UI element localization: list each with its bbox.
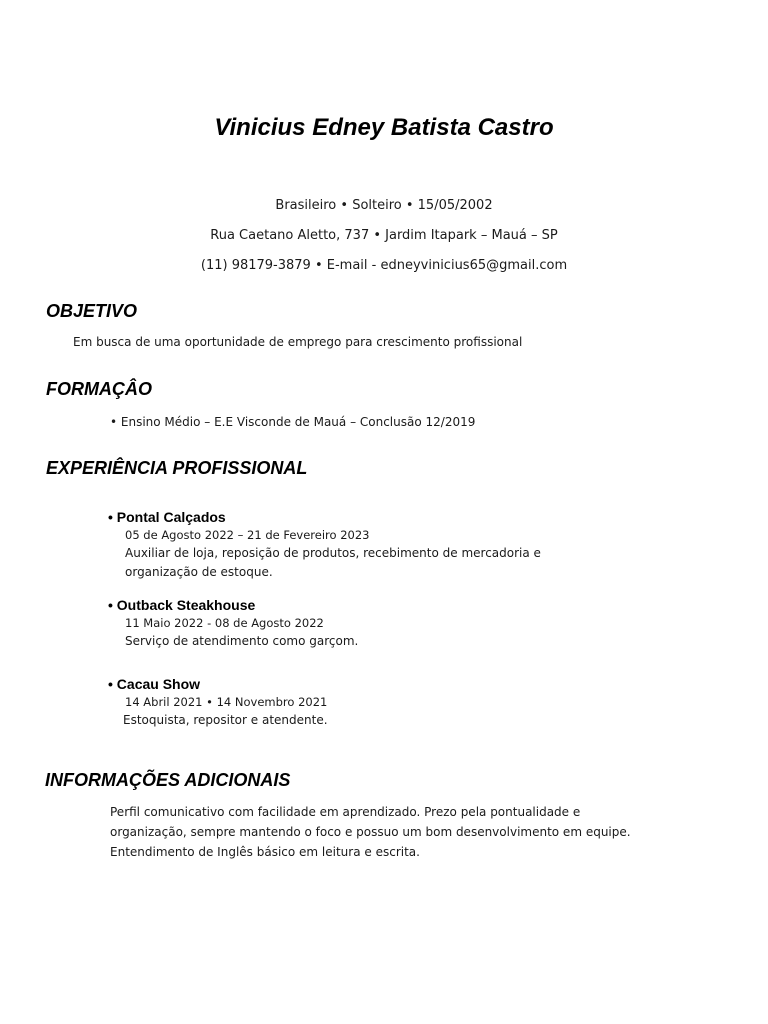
job-period-cacau: 14 Abril 2021 • 14 Novembro 2021 xyxy=(125,695,328,709)
personal-info: Brasileiro • Solteiro • 15/05/2002 xyxy=(275,198,493,213)
job-period-pontal: 05 de Agosto 2022 – 21 de Fevereiro 2023 xyxy=(125,528,370,542)
job-title-pontal: • Pontal Calçados xyxy=(108,509,226,525)
job-title-cacau: • Cacau Show xyxy=(108,676,201,692)
objective-text: Em busca de uma oportunidade de emprego para crescimento profissional xyxy=(73,335,523,349)
education-heading: FORMAÇÂO xyxy=(46,379,152,399)
job-desc-pontal-2: organização de estoque. xyxy=(125,565,273,579)
job-desc-pontal-1: Auxiliar de loja, reposição de produtos, recebimento de mercadoria e xyxy=(125,546,541,560)
job-title-outback: • Outback Steakhouse xyxy=(108,597,256,613)
experience-heading: EXPERIÊNCIA PROFISSIONAL xyxy=(46,458,308,478)
additional-line-1: Perfil comunicativo com facilidade em aprendizado. Prezo pela pontualidade e xyxy=(110,805,581,819)
job-desc-outback: Serviço de atendimento como garçom. xyxy=(125,634,359,648)
additional-line-3: Entendimento de Inglês básico em leitura e escrita. xyxy=(110,845,420,859)
address: Rua Caetano Aletto, 737 • Jardim Itapark – Mauá – SP xyxy=(210,228,558,243)
objective-heading: OBJETIVO xyxy=(46,301,138,321)
education-item: • Ensino Médio – E.E Visconde de Mauá – Conclusão 12/2019 xyxy=(110,415,476,429)
job-period-outback: 11 Maio 2022 - 08 de Agosto 2022 xyxy=(125,616,324,630)
candidate-name: Vinicius Edney Batista Castro xyxy=(214,114,554,141)
job-desc-cacau: Estoquista, repositor e atendente. xyxy=(123,713,328,727)
additional-line-2: organização, sempre mantendo o foco e possuo um bom desenvolvimento em equipe. xyxy=(110,825,631,839)
additional-heading: INFORMAÇÕES ADICIONAIS xyxy=(45,770,291,790)
phone-email: (11) 98179-3879 • E-mail - edneyvinicius65@gmail.com xyxy=(200,258,568,273)
